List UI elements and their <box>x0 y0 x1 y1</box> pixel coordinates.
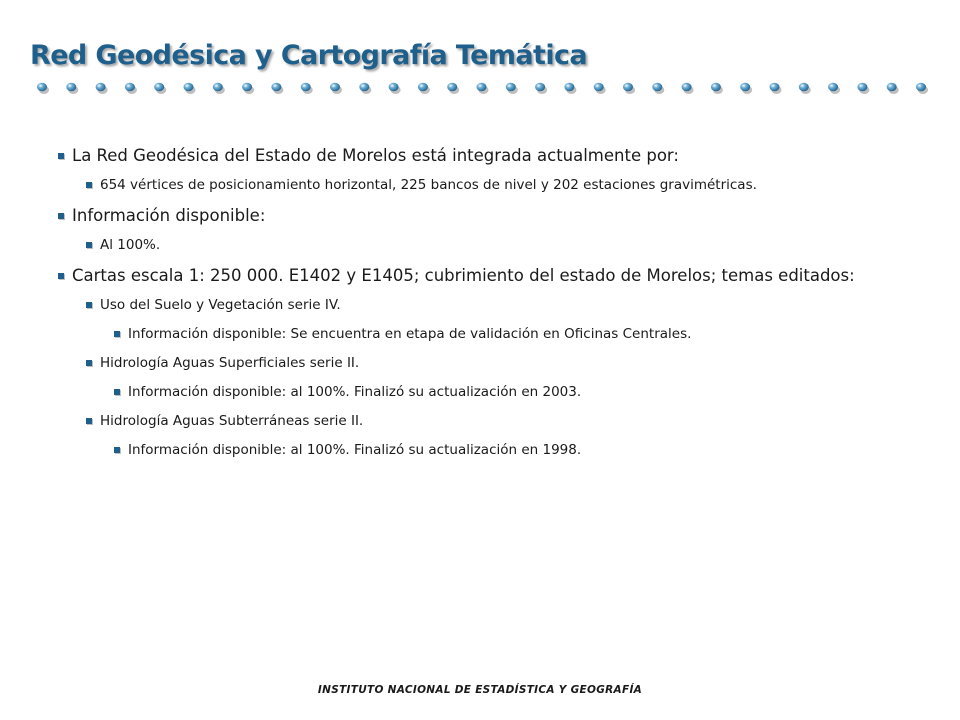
dotted-title-rule <box>30 76 930 98</box>
dot-bead <box>564 83 574 92</box>
dot-bead <box>857 83 867 92</box>
bullet-item <box>58 205 902 227</box>
dot-bead <box>271 83 281 92</box>
dot-bead <box>389 83 399 92</box>
slide-content <box>58 145 902 470</box>
dot-bead <box>682 83 692 92</box>
dot-bead <box>125 83 135 92</box>
footer-logo-text: INSTITUTO NACIONAL DE ESTADÍSTICA Y GEOGRAFÍA <box>317 684 643 696</box>
sub-sub-bullet-item <box>114 441 902 459</box>
bullet-text: 654 vértices de posicionamiento horizontal, 225 bancos de nivel y 202 estaciones gravimétricas. <box>100 177 757 193</box>
dot-bead <box>213 83 223 92</box>
bullet-text: Hidrología Aguas Superficiales serie II. <box>100 355 360 371</box>
dot-bead <box>740 83 750 92</box>
square-bullet-icon <box>86 242 92 248</box>
square-bullet-icon <box>114 447 120 453</box>
dot-bead <box>447 83 457 92</box>
dot-bead <box>301 83 311 92</box>
square-bullet-icon <box>114 389 120 395</box>
square-bullet-icon <box>86 302 92 308</box>
bullet-text: Información disponible: Se encuentra en etapa de validación en Oficinas Centrales. <box>128 326 692 342</box>
dot-bead <box>477 83 487 92</box>
dot-bead <box>506 83 516 92</box>
bullet-text: Información disponible: al 100%. Finalizó su actualización en 2003. <box>128 384 582 400</box>
bullet-text: Información disponible: <box>72 206 266 225</box>
bullet-text: Uso del Suelo y Vegetación serie IV. <box>100 297 341 313</box>
sub-bullet-item <box>86 412 902 430</box>
bullet-item <box>58 145 902 167</box>
sub-bullet-item <box>86 176 902 194</box>
dot-bead <box>66 83 76 92</box>
sub-bullet-item <box>86 296 902 314</box>
dot-bead <box>535 83 545 92</box>
bullet-item <box>58 265 902 287</box>
slide-title: Red Geodésica y Cartografía Temática <box>30 40 588 71</box>
dot-bead <box>799 83 809 92</box>
dot-bead <box>96 83 106 92</box>
dot-bead <box>916 83 926 92</box>
dot-bead <box>184 83 194 92</box>
bullet-text: Hidrología Aguas Subterráneas serie II. <box>100 413 364 429</box>
dot-bead <box>418 83 428 92</box>
dot-bead <box>37 83 47 92</box>
bullet-text: Al 100%. <box>100 237 161 253</box>
dot-bead <box>770 83 780 92</box>
square-bullet-icon <box>86 182 92 188</box>
sub-bullet-item <box>86 236 902 254</box>
sub-sub-bullet-item <box>114 383 902 401</box>
dot-bead <box>828 83 838 92</box>
square-bullet-icon <box>58 153 64 159</box>
sub-sub-bullet-item <box>114 325 902 343</box>
sub-bullet-item <box>86 354 902 372</box>
square-bullet-icon <box>58 273 64 279</box>
dot-bead <box>887 83 897 92</box>
bullet-text: La Red Geodésica del Estado de Morelos está integrada actualmente por: <box>72 146 679 165</box>
square-bullet-icon <box>86 418 92 424</box>
bullet-text: Cartas escala 1: 250 000. E1402 y E1405; cubrimiento del estado de Morelos; temas editados: <box>72 266 855 285</box>
square-bullet-icon <box>114 331 120 337</box>
dot-bead <box>623 83 633 92</box>
dot-bead <box>652 83 662 92</box>
dot-bead <box>711 83 721 92</box>
dot-bead <box>330 83 340 92</box>
square-bullet-icon <box>86 360 92 366</box>
dot-bead <box>594 83 604 92</box>
dot-bead <box>154 83 164 92</box>
dot-bead <box>242 83 252 92</box>
square-bullet-icon <box>58 213 64 219</box>
bullet-text: Información disponible: al 100%. Finalizó su actualización en 1998. <box>128 442 582 458</box>
dot-bead <box>359 83 369 92</box>
